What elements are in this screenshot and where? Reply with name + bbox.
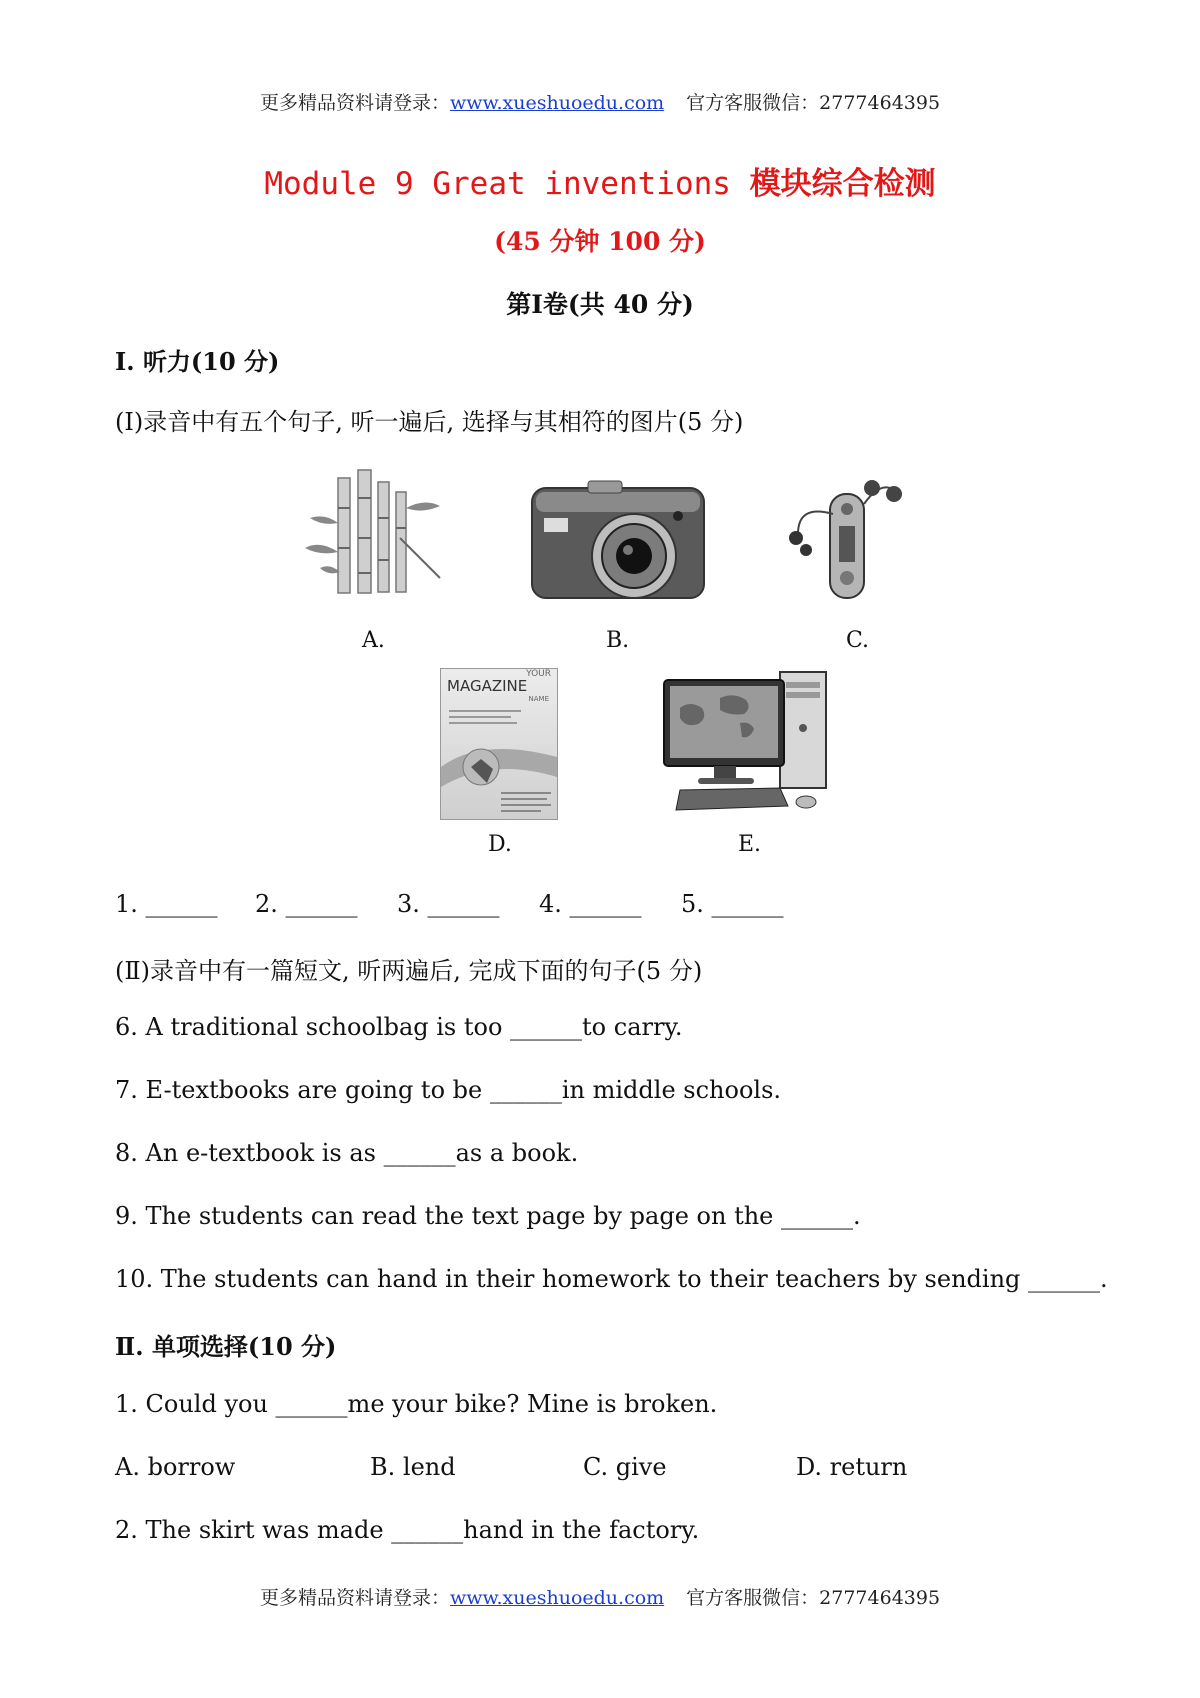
- picture-c-label: C.: [846, 628, 870, 653]
- blank-2[interactable]: 2. ______: [255, 890, 358, 918]
- banner-service: 官方客服微信：2777464395: [686, 92, 941, 114]
- q1-option-c[interactable]: C. give: [583, 1453, 667, 1481]
- part1-instruction: (Ⅰ)录音中有五个句子, 听一遍后, 选择与其相符的图片(5 分): [115, 408, 744, 436]
- footer-prefix: 更多精品资料请登录：: [259, 1587, 450, 1609]
- blank-1[interactable]: 1. ______: [115, 890, 218, 918]
- banner-link[interactable]: www.xueshuoedu.com: [449, 92, 665, 114]
- part2-instruction: (Ⅱ)录音中有一篇短文, 听两遍后, 完成下面的句子(5 分): [115, 957, 703, 985]
- q1-option-a[interactable]: A. borrow: [115, 1453, 236, 1481]
- sentence-7: 7. E-textbooks are going to be ______in middle schools.: [115, 1076, 782, 1104]
- q1-option-b[interactable]: B. lend: [370, 1453, 456, 1481]
- banner-prefix: 更多精品资料请登录：: [259, 92, 450, 114]
- volume-heading: 第Ⅰ卷(共 40 分): [506, 290, 694, 319]
- sentence-6: 6. A traditional schoolbag is too ______to carry.: [115, 1013, 683, 1041]
- mp3-player-icon: [778, 474, 908, 604]
- picture-e-label: E.: [738, 832, 762, 857]
- magazine-icon: [440, 668, 558, 820]
- picture-a-label: A.: [362, 628, 385, 653]
- blank-5[interactable]: 5. ______: [681, 890, 784, 918]
- page-subtitle: (45 分钟 100 分): [494, 227, 706, 256]
- magazine-text-1: YOUR: [526, 669, 551, 679]
- sentence-8: 8. An e-textbook is as ______as a book.: [115, 1139, 579, 1167]
- footer-banner: [0, 1583, 1200, 1610]
- blank-3[interactable]: 3. ______: [397, 890, 500, 918]
- blank-4[interactable]: 4. ______: [539, 890, 642, 918]
- sentence-10: 10. The students can hand in their homework to their teachers by sending ______.: [115, 1265, 1108, 1293]
- magazine-text-3: NAME: [528, 695, 549, 703]
- answer-blanks: [115, 890, 784, 918]
- bamboo-icon: [300, 468, 450, 598]
- sentence-9: 9. The students can read the text page by page on the ______.: [115, 1202, 861, 1230]
- header-banner: [0, 88, 1200, 115]
- picture-b-label: B.: [606, 628, 630, 653]
- question-2: 2. The skirt was made ______hand in the factory.: [115, 1516, 700, 1544]
- computer-icon: [660, 668, 830, 818]
- footer-link[interactable]: www.xueshuoedu.com: [449, 1587, 665, 1609]
- footer-service: 官方客服微信：2777464395: [686, 1587, 941, 1609]
- page-title: [0, 158, 1200, 203]
- section1-heading: Ⅰ. 听力(10 分): [115, 347, 280, 376]
- q1-option-d[interactable]: D. return: [796, 1453, 908, 1481]
- title-cn: 模块综合检测: [749, 166, 936, 202]
- magazine-text-2: MAGAZINE: [447, 677, 528, 695]
- question-1: 1. Could you ______me your bike? Mine is broken.: [115, 1390, 718, 1418]
- title-en: Module 9 Great inventions: [264, 166, 750, 202]
- section2-heading: Ⅱ. 单项选择(10 分): [115, 1332, 337, 1361]
- picture-d-label: D.: [488, 832, 512, 857]
- camera-icon: [528, 478, 708, 604]
